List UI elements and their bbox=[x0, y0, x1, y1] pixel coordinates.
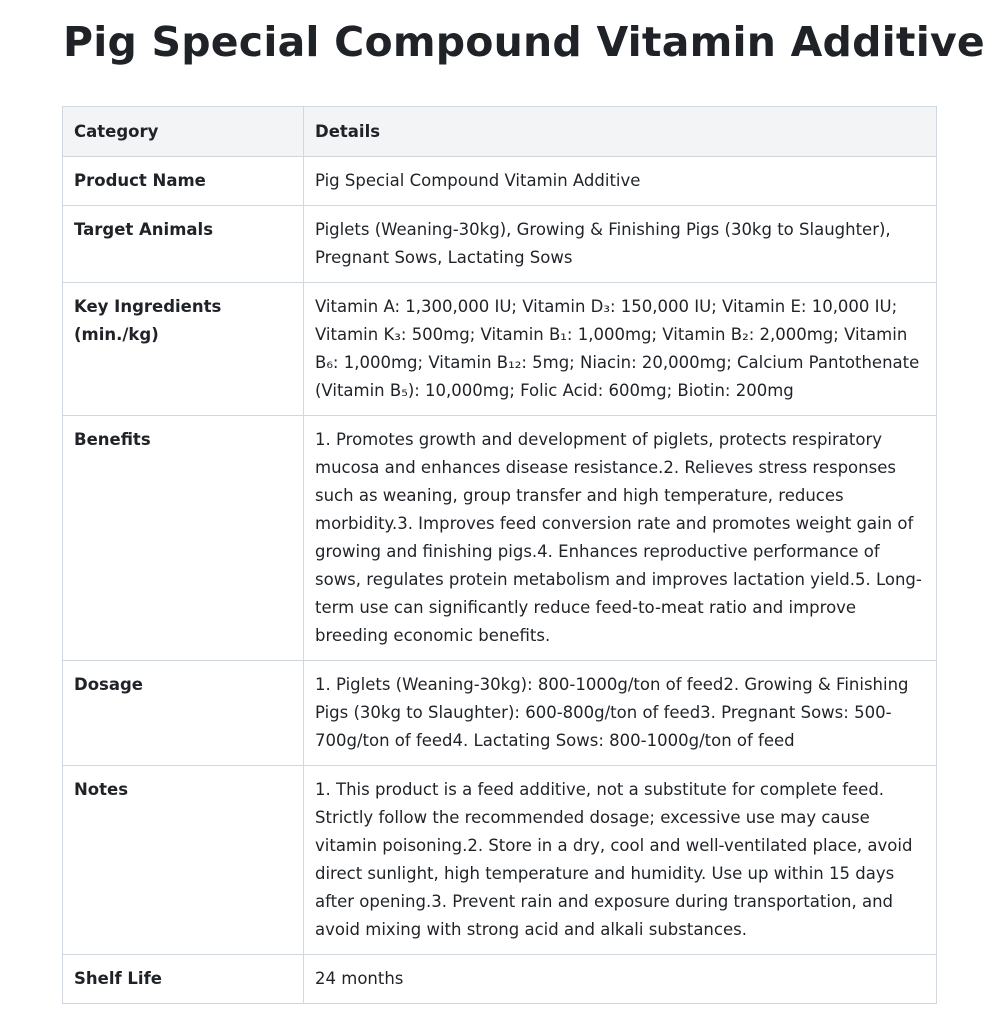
row-category-cell: Target Animals bbox=[63, 206, 304, 283]
row-details-cell: Pig Special Compound Vitamin Additive bbox=[304, 157, 937, 206]
table-row-dosage bbox=[63, 661, 937, 766]
row-details-cell: 1. Promotes growth and development of piglets, protects respiratory mucosa and enhances disease resistance.2. Relieves stress responses such as weaning, group transfer and high temperature, reduces morbidity.3. Improves feed conversion rate and promotes weight gain of growing and finishing pigs.4. Enhances reproductive performance of sows, regulates protein metabolism and improves lactation yield.5. Long-term use can significantly reduce feed-to-meat ratio and improve breeding economic benefits. bbox=[304, 416, 937, 661]
table-row-target-animals bbox=[63, 206, 937, 283]
row-category-cell: Dosage bbox=[63, 661, 304, 766]
row-details-cell: Piglets (Weaning-30kg), Growing & Finishing Pigs (30kg to Slaughter), Pregnant Sows, Lactating Sows bbox=[304, 206, 937, 283]
table-row-shelf-life bbox=[63, 955, 937, 1004]
table-row-key-ingredients bbox=[63, 283, 937, 416]
row-details-cell: 1. This product is a feed additive, not a substitute for complete feed. Strictly follow the recommended dosage; excessive use may cause vitamin poisoning.2. Store in a dry, cool and well-ventilated place, avoid direct sunlight, high temperature and humidity. Use up within 15 days after opening.3. Prevent rain and exposure during transportation, and avoid mixing with strong acid and alkali substances. bbox=[304, 766, 937, 955]
table-header-row bbox=[63, 107, 937, 157]
row-category-cell: Product Name bbox=[63, 157, 304, 206]
page-title: Pig Special Compound Vitamin Additive bbox=[63, 18, 985, 66]
table-row-notes bbox=[63, 766, 937, 955]
row-details-cell: Vitamin A: 1,300,000 IU; Vitamin D₃: 150,000 IU; Vitamin E: 10,000 IU; Vitamin K₃: 500mg; Vitamin B₁: 1,000mg; Vitamin B₂: 2,000mg; Vitamin B₆: 1,000mg; Vitamin B₁₂: 5mg; Niacin: 20,000mg; Calcium Pantothenate (Vitamin B₅): 10,000mg; Folic Acid: 600mg; Biotin: 200mg bbox=[304, 283, 937, 416]
column-header-details: Details bbox=[304, 107, 937, 157]
table-row-product-name bbox=[63, 157, 937, 206]
table-row-benefits bbox=[63, 416, 937, 661]
row-category-cell: Notes bbox=[63, 766, 304, 955]
row-category-cell: Shelf Life bbox=[63, 955, 304, 1004]
product-spec-table bbox=[62, 106, 937, 1004]
row-category-cell: Key Ingredients (min./kg) bbox=[63, 283, 304, 416]
column-header-category: Category bbox=[63, 107, 304, 157]
row-category-cell: Benefits bbox=[63, 416, 304, 661]
row-details-cell: 24 months bbox=[304, 955, 937, 1004]
row-details-cell: 1. Piglets (Weaning-30kg): 800-1000g/ton of feed2. Growing & Finishing Pigs (30kg to Slaughter): 600-800g/ton of feed3. Pregnant Sows: 500-700g/ton of feed4. Lactating Sows: 800-1000g/ton of feed bbox=[304, 661, 937, 766]
